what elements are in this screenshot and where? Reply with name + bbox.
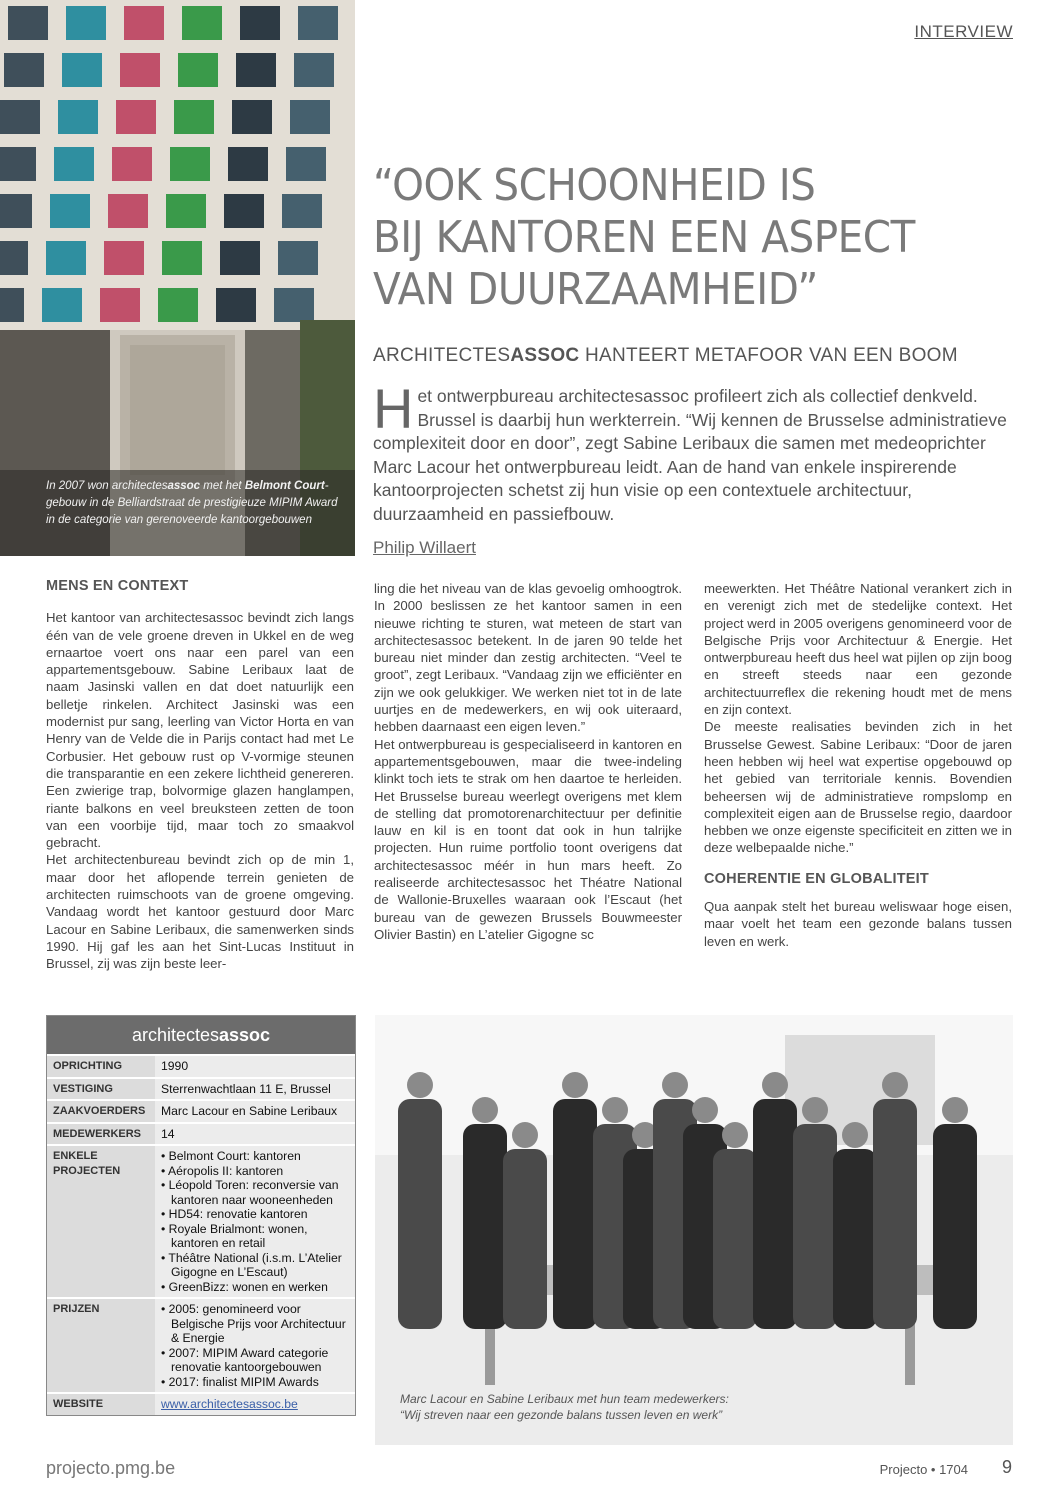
table-row [47,1298,355,1393]
person-head [472,1097,498,1123]
team-photo-caption [400,1391,760,1423]
window-pane [100,288,140,322]
person-head [692,1097,718,1123]
footer-website-link[interactable]: projecto.pmg.be [46,1458,176,1478]
paragraph: Het ontwerpbureau is gespecialiseerd in kantoren en appartementsgebouwen, maar die twee-indeling klinkt toch iets te strak om hen daartoe te herleiden. Het Brusselse bureau weerlegt overigens met klem de stelling dat promotorenarchitectuur per definitie lauw en kil is en toont dat ook in hun talrijke projecten. Hun ruime portfolio toont overigens dat architectesassoc méér in hun mars heeft. Zo realiseerde architectesassoc het Théatre National de Wallonie-Bruxelles waaraan ook l’Escaut (het bureau van de gewezen Brussels Bouwmeester Olivier Bastin) en L’atelier Gigogne sc [374,736,682,942]
window-pane [170,147,210,181]
person-body [753,1099,797,1329]
list-item: • Belmont Court: kantoren [161,1149,301,1163]
headline-line-1: “OOK SCHOONHEID IS [373,160,816,211]
window-pane [178,53,218,87]
section-tag: INTERVIEW [914,22,1013,41]
window-pane [0,194,32,228]
row-value: Sterrenwachtlaan 11 E, Brussel [155,1078,355,1101]
list-item: • HD54: renovatie kantoren [161,1207,308,1221]
window-pane [174,100,214,134]
window-pane [0,241,28,275]
row-value: 1990 [155,1055,355,1078]
section-heading-coherentie: COHERENTIE EN GLOBALITEIT [704,870,929,887]
window-pane [228,147,268,181]
person-body [873,1099,917,1329]
person-head [602,1097,628,1123]
window-pane [46,241,86,275]
person-head [762,1072,788,1098]
page-number: 9 [1001,1457,1012,1477]
headline [373,160,980,316]
row-label: WEBSITE [47,1393,155,1415]
window-pane [220,241,260,275]
drop-cap: H [373,377,414,440]
list-item: • Royale Brialmont: wonen, kantoren en retail [161,1221,308,1250]
window-pane [0,100,40,134]
list-item: • 2007: MIPIM Award categorie renovatie kantoorgebouwen [161,1345,329,1374]
window-pane [274,288,314,322]
section-heading-mens-en-context: MENS EN CONTEXT [46,578,189,594]
row-label: ENKELE PROJECTEN [47,1145,155,1298]
article-column-2 [374,580,682,943]
row-label: PRIJZEN [47,1298,155,1393]
prizes-list [155,1298,355,1393]
window-pane [158,288,198,322]
person-head [562,1072,588,1098]
paragraph: Het architectenbureau bevindt zich op de min 1, maar door het aflopende terrein genieten de architecten ruimschoots van de groene omgeving. Vandaag wordt het kantoor gestuurd door Marc Lacour en Sabine Leribaux, die samenwerken sinds 1990. Hij gaf les aan het Sint-Lucas Instituut in Brussel, zij was zijn beste leer- [46,852,354,972]
row-label: ZAAKVOERDERS [47,1100,155,1123]
table-row [47,1123,355,1146]
window-pane [166,194,206,228]
list-item: • Léopold Toren: reconversie van kantoren naar wooneenheden [161,1178,339,1207]
window-pane [216,288,256,322]
table-row [47,1145,355,1298]
window-pane [224,194,264,228]
list-item: • GreenBizz: wonen en werken [161,1279,328,1294]
person-body [933,1124,977,1329]
row-label: VESTIGING [47,1078,155,1101]
table-row [47,1393,355,1415]
window-pane [294,53,334,87]
website-cell [155,1393,355,1415]
window-pane [182,6,222,40]
author-byline[interactable]: Philip Willaert [373,538,476,557]
building-photo-caption: In 2007 won architectesassoc met het Belmont Court-gebouw in de Belliardstraat de prestigieuze MIPIM Award in de categorie van gerenoveerde kantoorgebouwen [46,480,338,526]
person-head [882,1072,908,1098]
info-table [47,1054,355,1415]
window-pane [240,6,280,40]
person-body [793,1124,837,1329]
window-pane [278,241,318,275]
window-pane [162,241,202,275]
person-head [802,1097,828,1123]
article-column-3 [704,580,1012,950]
caption-line: Marc Lacour en Sabine Leribaux met hun team medewerkers: [400,1392,729,1406]
person-head [512,1122,538,1148]
subheadline: ARCHITECTESASSOC HANTEERT METAFOOR VAN EEN BOOM [373,345,958,366]
table-row [47,1055,355,1078]
person-head [407,1072,433,1098]
person-body [503,1149,547,1329]
window-pane [108,194,148,228]
person-body [713,1149,757,1329]
intro-text: et ontwerpbureau architectesassoc profileert zich als collectief denkveld. Brussel is daarbij hun werkterrein. “Wij kennen de Brusselse administratieve complexiteit door en door”, zegt Sabine Leribaux die samen met medeoprichter Marc Lacour het ontwerpbureau leidt. Aan de hand van enkele inspirerende kantoorprojecten schetst zij hun visie op een contextuele architectuur, duurzaamheid en passiefbouw. [373,386,1007,524]
window-pane [104,241,144,275]
row-label: OPRICHTING [47,1055,155,1078]
window-pane [58,100,98,134]
window-pane [290,100,330,134]
window-pane [298,6,338,40]
window-pane [116,100,156,134]
window-pane [236,53,276,87]
person-head [722,1122,748,1148]
window-pane [0,147,36,181]
article-column-1 [46,578,354,973]
list-item: • Aéropolis II: kantoren [161,1163,284,1178]
caption-line: “Wij streven naar een gezonde balans tussen leven en werk” [400,1408,723,1422]
footer-publication: Projecto • 1704 [879,1462,968,1477]
window-pane [286,147,326,181]
team-photo [375,1015,1013,1445]
window-pane [54,147,94,181]
window-pane [124,6,164,40]
window-pane [232,100,272,134]
building-photo [0,0,355,556]
website-link[interactable]: www.architectesassoc.be [161,1397,298,1411]
person-body [463,1124,507,1329]
window-pane [0,288,24,322]
window-pane [62,53,102,87]
headline-line-2: BIJ KANTOREN EEN ASPECT [373,212,915,263]
list-item: • 2005: genomineerd voor Belgische Prijs voor Architectuur & Energie [161,1302,346,1345]
table-row [47,1078,355,1101]
company-info-box [46,1015,356,1416]
paragraph: De meeste realisaties bevinden zich in het Brusselse Gewest. Sabine Leribaux: “Door de jaren heen hebben wij heel wat expertise opgebouwd op het gebied van territoriale kennis. Bovendien beheersen wij de administratieve rompslomp en complexiteit eigen aan de Brusselse regio, daardoor hebben we onze eigenste specificiteit en zitten we in deze welbepaalde niche.” [704,719,1012,856]
info-box-title: architectesassoc [47,1016,355,1054]
projects-list [155,1145,355,1298]
person-head [662,1072,688,1098]
window-pane [42,288,82,322]
paragraph: meewerkten. Het Théâtre National verankert zich in en verenigt zich met de stedelijke context. Het project werd in 2005 overigens genomineerd voor de Belgische Prijs voor Architectuur & Energie. Het ontwerpbureau heeft dus heel wat pijlen op zijn boog en streeft steeds naar een gezonde architectuurreflex die rekening houdt met de mens en zijn context. [704,581,1012,718]
list-item: • Théâtre National (i.s.m. L’Atelier Gigogne en L’Escaut) [161,1250,342,1279]
paragraph: ling die het niveau van de klas gevoelig omhoogtrok. In 2000 beslissen ze het kantoor samen in een nieuwe richting te sturen, wat meteen de start van architectesassoc betekent. In de jaren 90 telde het bureau niet minder dan zestig architecten. “Veel te groot”, zegt Leribaux. “Vandaag zijn we efficiënter en zijn we ook gelukkiger. We werken niet tot in de late uurtjes en de medewerkers, en wij ook uiteraard, hebben daarnaast een eigen leven.” [374,581,682,735]
paragraph: Qua aanpak stelt het bureau weliswaar hoge eisen, maar voelt het team een gezonde balans tussen leven en werk. [704,899,1012,949]
window-pane [112,147,152,181]
headline-line-3: VAN DUURZAAMHEID” [373,264,818,315]
window-pane [120,53,160,87]
row-label: MEDEWERKERS [47,1123,155,1146]
window-pane [8,6,48,40]
row-value: Marc Lacour en Sabine Leribaux [155,1100,355,1123]
window-pane [66,6,106,40]
window-pane [50,194,90,228]
person-head [942,1097,968,1123]
person-body [398,1099,442,1329]
intro-paragraph [373,377,1013,526]
paragraph: Het kantoor van architectesassoc bevindt zich langs één van de vele groene dreven in Ukkel en de weg ernaartoe voert ons naar een parel van een appartementsgebouw. Sabine Leribaux laat de naam Jasinski vallen en dat doet natuurlijk een belletje rinkelen. Architect Jasinski was een modernist pur sang, leerling van Victor Horta en van Henry van de Velde die in Parijs contact had met Le Corbusier. Het gebouw rust op V-vormige steunen die transparantie en een zekere lichtheid genereren. Een zwierige trap, bolvormige glazen hanglampen, riante balkons en veel breuksteen zetten de toon van een voorbije tijd, maar toch zo smaakvol gebracht. [46,610,354,851]
list-item: • 2017: finalist MIPIM Awards [161,1374,319,1389]
person-body [833,1149,877,1329]
person-head [842,1122,868,1148]
table-row [47,1100,355,1123]
person-body [553,1099,597,1329]
window-pane [4,53,44,87]
row-value: 14 [155,1123,355,1146]
window-pane [282,194,322,228]
